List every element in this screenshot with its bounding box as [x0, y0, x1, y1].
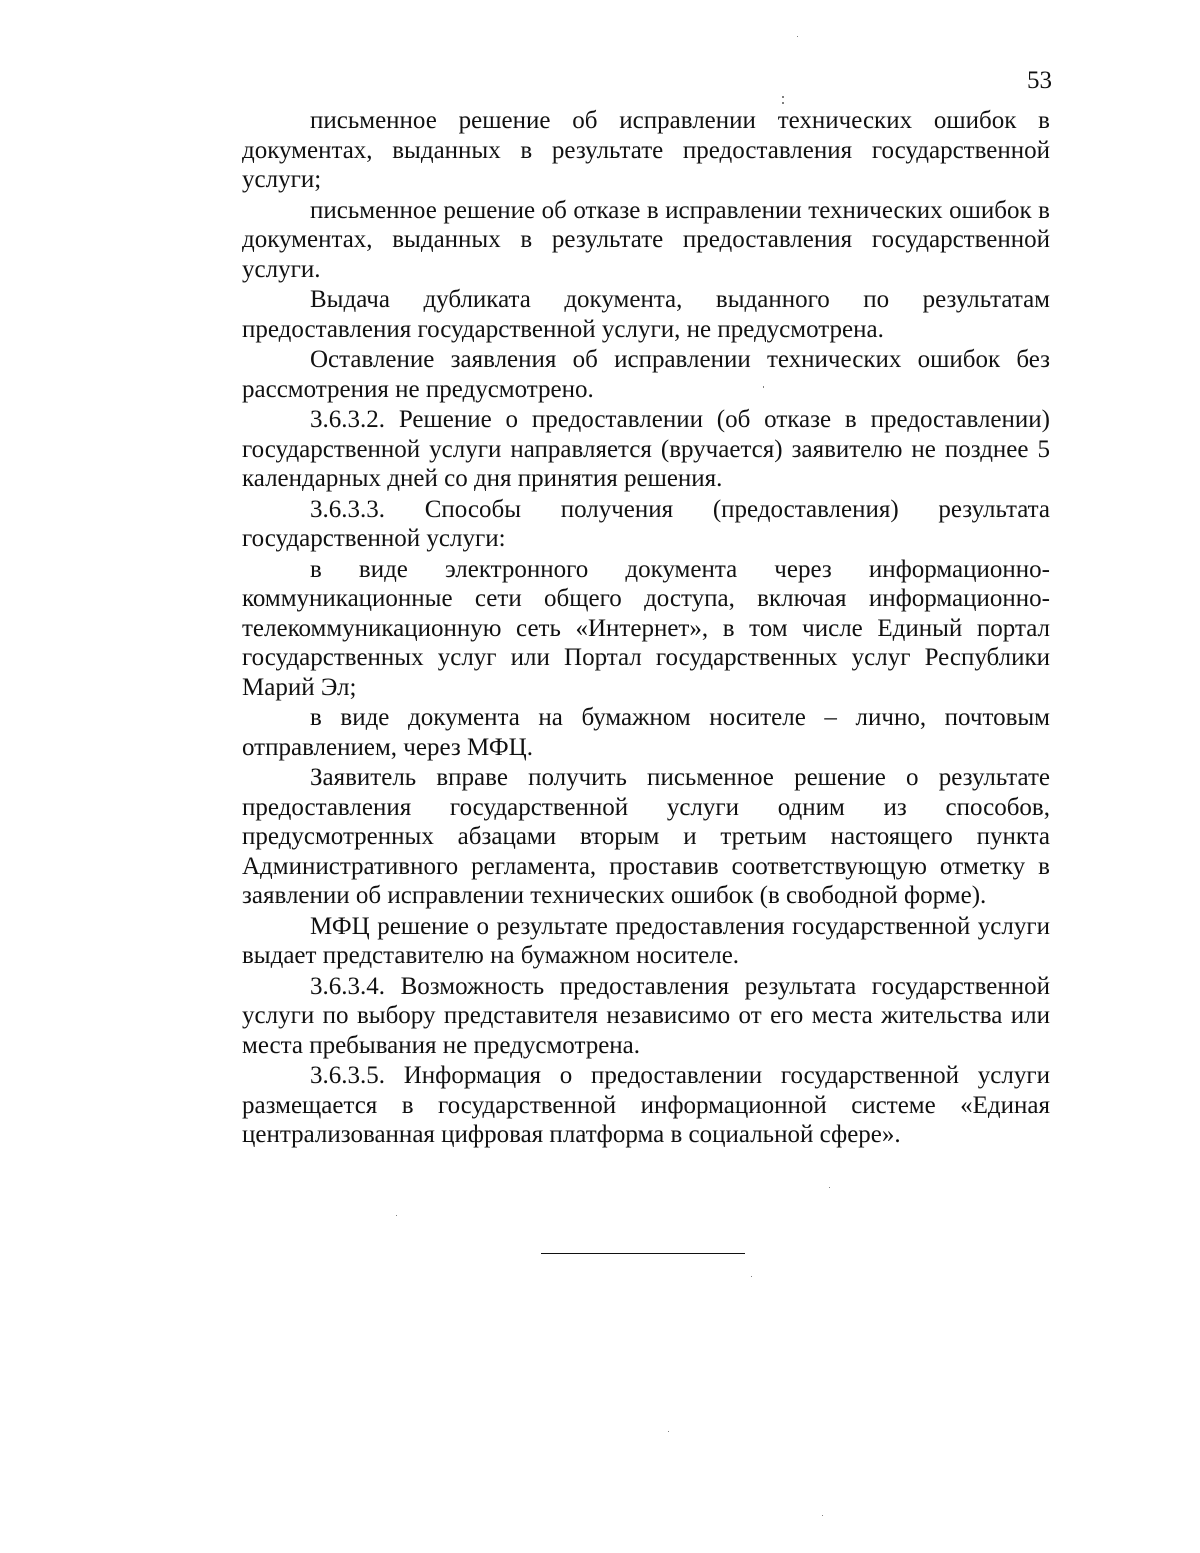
paragraph-decision-correction: письменное решение об исправлении технических ошибок в документах, выданных в результате предоставления государственной услуги; — [242, 107, 1050, 193]
scan-speck — [829, 1187, 830, 1188]
page-number: 53 — [1027, 67, 1052, 94]
scan-speck — [763, 386, 764, 388]
paragraph-no-consideration: Оставление заявления об исправлении технических ошибок без рассмотрения не предусмотрено. — [242, 346, 1050, 403]
paragraph-3-6-3-2: 3.6.3.2. Решение о предоставлении (об отказе в предоставлении) государственной услуги направляется (вручается) заявителю не позднее 5 календарных дней со дня принятия решения. — [242, 406, 1050, 492]
paragraph-decision-refusal: письменное решение об отказе в исправлении технических ошибок в документах, выданных в результате предоставления государственной услуги. — [242, 196, 1050, 283]
scan-speck — [782, 102, 784, 104]
paragraph-3-6-3-4: 3.6.3.4. Возможность предоставления результата государственной услуги по выбору представителя независимо от его места жительства или места пребывания не предусмотрена. — [242, 972, 1050, 1059]
scan-speck — [782, 96, 784, 98]
paragraph-electronic-document: в виде электронного документа через информационно-коммуникационные сети общего доступа, включая информационно-телекоммуникационную сеть «Интернет», в том числе Единый портал государственных услуг или Портал государственных услуг Республики Марий Эл; — [242, 555, 1050, 701]
document-body — [242, 106, 1050, 1151]
paragraph-duplicate: Выдача дубликата документа, выданного по результатам предоставления государственной услуги, не предусмотрена. — [242, 286, 1050, 343]
scan-speck — [797, 36, 798, 37]
paragraph-mfc: МФЦ решение о результате предоставления государственной услуги выдает представителю на бумажном носителе. — [242, 912, 1050, 969]
paragraph-3-6-3-5: 3.6.3.5. Информация о предоставлении государственной услуги размещается в государственной информационной системе «Единая централизованная цифровая платформа в социальной сфере». — [242, 1062, 1050, 1148]
scan-speck — [396, 1215, 397, 1216]
scan-speck — [751, 1276, 752, 1277]
paragraph-applicant-right: Заявитель вправе получить письменное решение о результате предоставления государственной услуги одним из способов, предусмотренных абзацами вторым и третьим настоящего пункта Административного регламента, проставив соответствующую отметку в заявлении об исправлении технических ошибок (в свободной форме). — [242, 764, 1050, 909]
scan-speck — [668, 1431, 669, 1432]
scan-speck — [822, 1515, 823, 1516]
paragraph-paper-document: в виде документа на бумажном носителе – лично, почтовым отправлением, через МФЦ. — [242, 704, 1050, 761]
paragraph-3-6-3-3: 3.6.3.3. Способы получения (предоставления) результата государственной услуги: — [242, 495, 1050, 552]
end-separator-line — [541, 1253, 745, 1254]
